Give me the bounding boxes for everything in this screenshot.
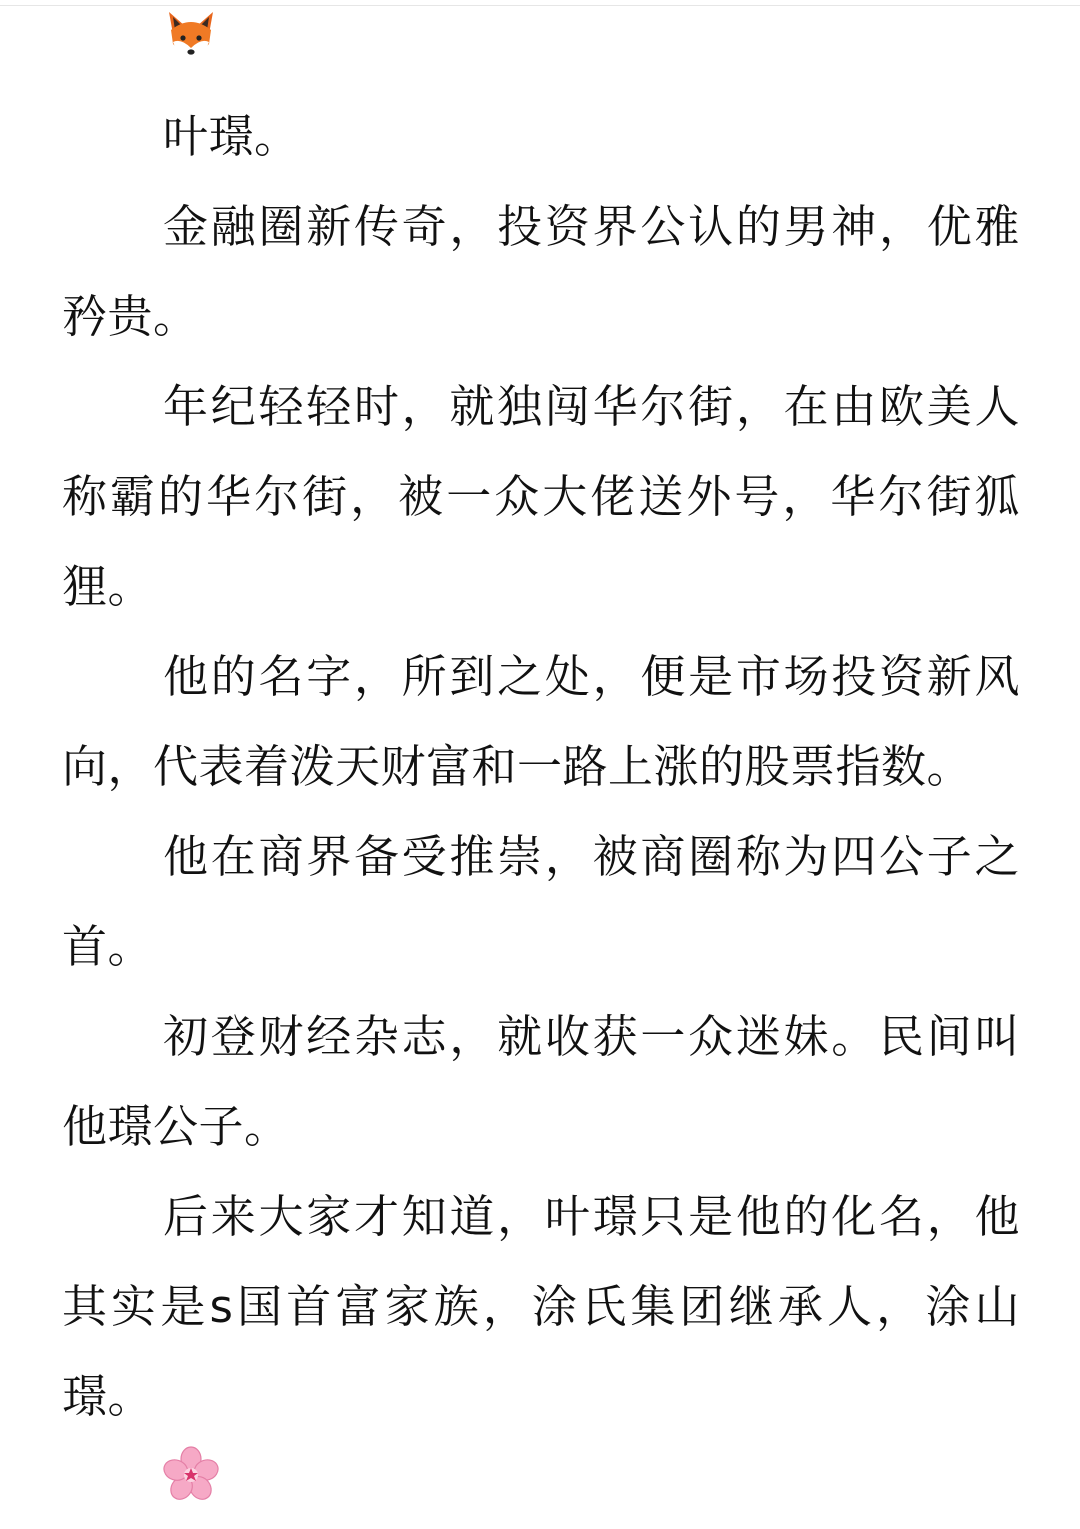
cherry-blossom-emoji-icon [163, 1446, 219, 1502]
paragraph: 初登财经杂志，就收获一众迷妹。民间叫他璟公子。 [62, 1010, 1020, 1153]
paragraph: 他的名字，所到之处，便是市场投资新风向，代表着泼天财富和一路上涨的股票指数。 [62, 650, 1020, 793]
paragraph: 年纪轻轻时，就独闯华尔街，在由欧美人称霸的华尔街，被一众大佬送外号，华尔街狐狸。 [62, 380, 1020, 613]
paragraph: 金融圈新传奇，投资界公认的男神，优雅矜贵。 [62, 200, 1020, 343]
paragraph: 叶璟。 [163, 110, 300, 163]
paragraph: 后来大家才知道，叶璟只是他的化名，他其实是s国首富家族，涂氏集团继承人，涂山璟。 [62, 1190, 1020, 1423]
top-divider [0, 5, 1080, 6]
fox-emoji-icon [163, 8, 219, 64]
paragraph: 他在商界备受推崇，被商圈称为四公子之首。 [62, 830, 1020, 973]
article-body [62, 92, 1020, 1442]
